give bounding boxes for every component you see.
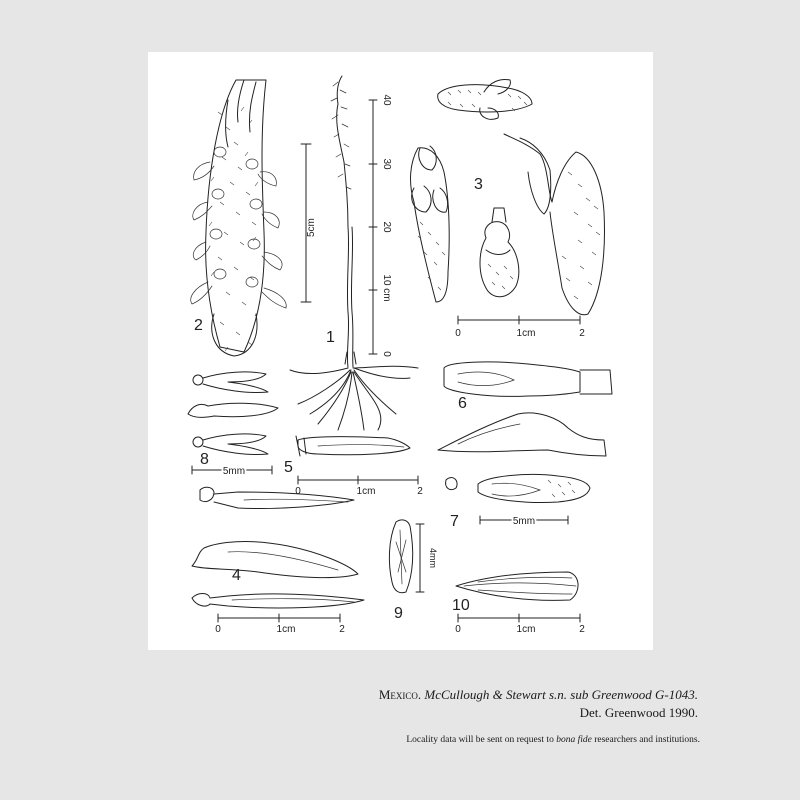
fig8-scale-label: 5mm [222,466,246,477]
fig5-tick-2: 2 [417,486,423,497]
fig3-scale-bar [458,316,580,324]
note-suffix: researchers and institutions. [591,735,700,745]
fig1-tick-40: 40 [381,94,392,106]
fig1-scale-ruler [369,100,377,354]
fig1-whole-plant-drawing [290,76,418,430]
fig4-scale-bar [218,614,340,622]
fig3-flower-drawings [411,80,605,315]
fig9-scale-label: 4mm [428,548,438,568]
fig3-tick-1cm: 1cm [516,328,536,339]
fig10-tick-1cm: 1cm [516,624,536,635]
fig2-inflorescence-drawing [191,80,286,356]
fig10-leaf-drawing [456,572,578,600]
fig4-lip-drawings [192,487,364,608]
fig1-label: 1 [326,329,335,346]
note-italic: bona fide [556,735,592,745]
fig9-scale-bar [416,524,424,592]
fig10-label: 10 [452,597,470,614]
botanical-plate [148,52,653,650]
fig5-tick-1cm: 1cm [356,486,376,497]
fig5-scale-bar [298,476,418,484]
specimen-caption [379,686,698,722]
fig10-tick-2: 2 [579,624,585,635]
fig2-label: 2 [194,317,203,334]
fig5-label: 5 [284,459,293,476]
fig1-tick-10: 10 cm [381,274,392,302]
fig4-tick-0: 0 [215,624,221,635]
collector-line [379,686,698,704]
fig7-column-detail-drawing [446,474,590,502]
determination: Det. Greenwood 1990. [579,705,698,720]
fig10-tick-0: 0 [455,624,461,635]
fig7-label: 7 [450,513,459,530]
fig3-label: 3 [474,176,483,193]
fig1-tick-0: 0 [381,351,392,357]
fig6-label: 6 [458,395,467,412]
fig9-lip-small-drawing [389,520,412,593]
fig10-scale-bar [458,614,580,622]
plate-drawing [148,52,653,650]
fig1-tick-20: 20 [381,221,392,233]
fig3-tick-0: 0 [455,328,461,339]
locality-note [406,735,700,745]
fig2-scale-label: 5cm [306,218,317,237]
fig8-label: 8 [200,451,209,468]
fig8-petal-drawings [188,372,278,455]
fig4-tick-1cm: 1cm [276,624,296,635]
fig3-tick-2: 2 [579,328,585,339]
fig7-scale-label: 5mm [512,516,536,527]
fig5-tick-0: 0 [295,486,301,497]
fig5-sepal-drawing [296,436,410,456]
note-prefix: Locality data will be sent on request to [406,735,557,745]
fig4-tick-2: 2 [339,624,345,635]
fig1-tick-30: 30 [381,158,392,170]
fig9-label: 9 [394,605,403,622]
fig4-label: 4 [232,567,241,584]
collector-citation: McCullough & Stewart s.n. sub Greenwood G-1043. [424,687,698,702]
country: Mexico. [378,687,422,702]
